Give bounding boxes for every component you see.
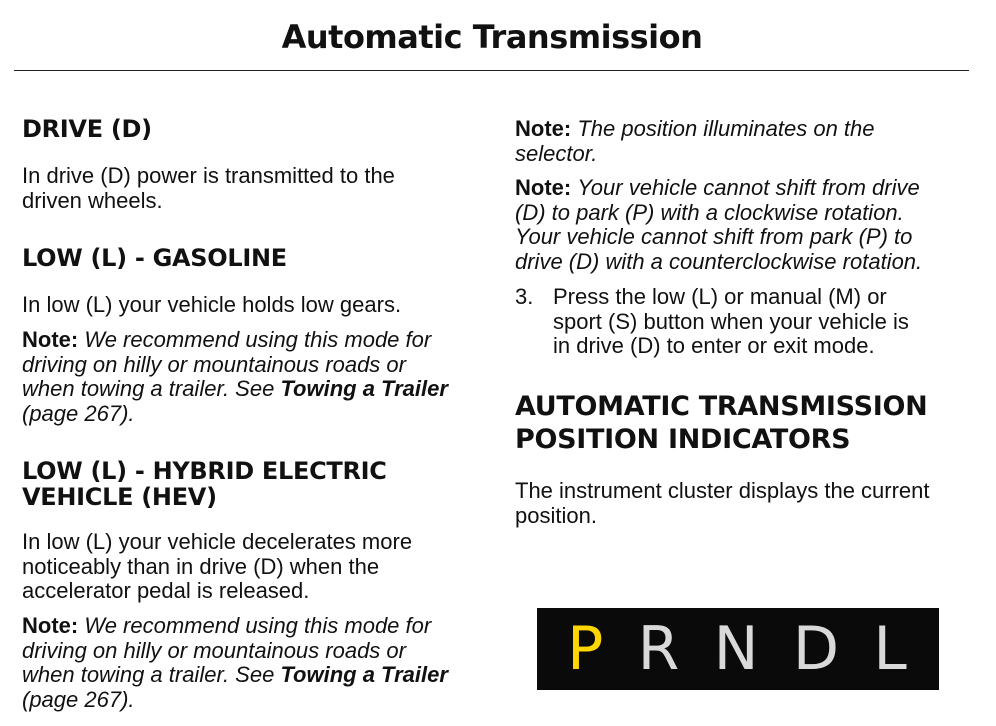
step-text: Press the low (L) or manual (M) or sport (S) button when your vehicle is in drive (D) to enter or exit mode. [553, 284, 909, 358]
indicators-heading: AUTOMATIC TRANSMISSION POSITION INDICATORS [515, 391, 928, 455]
low-gasoline-note: Note: We recommend using this mode for driving on hilly or mountainous roads or when towing a trailer. See Towing a Trailer (page 267). [22, 327, 448, 426]
gear-letter-r: R [637, 614, 682, 684]
low-gasoline-body: In low (L) your vehicle holds low gears. [22, 292, 402, 317]
gear-letter-n: N [713, 614, 761, 684]
page-title: Automatic Transmission [281, 18, 703, 56]
gear-letter-d: D [792, 614, 842, 684]
drive-body: In drive (D) power is transmitted to the driven wheels. [22, 163, 395, 213]
gear-letter-p: P [567, 614, 606, 684]
selector-note: Note: The position illuminates on the selector. [515, 116, 875, 166]
rotation-note: Note: Your vehicle cannot shift from drive (D) to park (P) with a clockwise rotation. Your vehicle cannot shift from park (P) to drive (D) with a counterclockwise rotation. [515, 175, 923, 274]
towing-trailer-link[interactable]: Towing a Trailer [280, 662, 448, 687]
gear-position-display [537, 608, 939, 690]
low-hev-heading: LOW (L) - HYBRID ELECTRIC VEHICLE (HEV) [22, 457, 387, 511]
low-hev-note: Note: We recommend using this mode for driving on hilly or mountainous roads or when towing a trailer. See Towing a Trailer (page 267). [22, 613, 448, 712]
low-gasoline-heading: LOW (L) - GASOLINE [22, 244, 287, 272]
title-divider [14, 70, 969, 71]
step-number: 3. [515, 284, 534, 309]
low-hev-body: In low (L) your vehicle decelerates more noticeably than in drive (D) when the accelerator pedal is released. [22, 529, 413, 603]
gear-letter-l: L [873, 614, 909, 684]
towing-trailer-link[interactable]: Towing a Trailer [280, 376, 448, 401]
indicators-body: The instrument cluster displays the current position. [515, 478, 930, 528]
drive-heading: DRIVE (D) [22, 115, 152, 143]
